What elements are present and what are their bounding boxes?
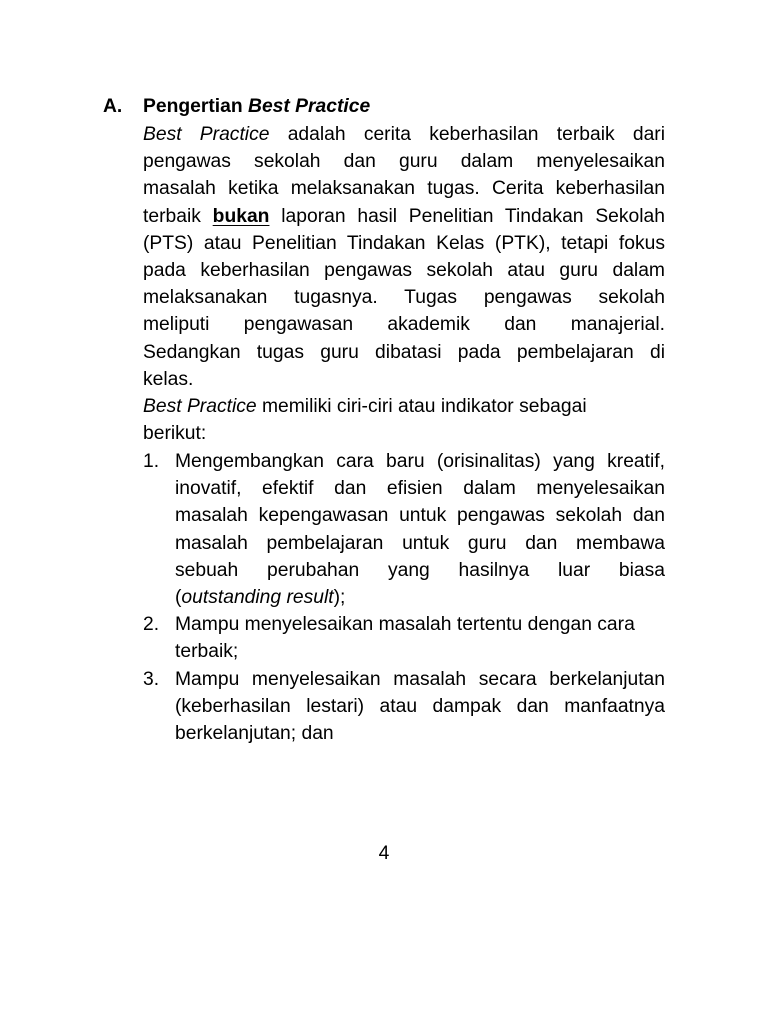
paragraph-characteristics-intro xyxy=(143,393,665,447)
emphasis-bukan: bukan xyxy=(212,205,270,227)
list-item xyxy=(175,448,665,611)
text-span: ( xyxy=(175,586,182,608)
text-line: meliputi pengawasan akademik dan manajerial. xyxy=(143,314,665,336)
text-line xyxy=(143,203,665,230)
section-letter: A. xyxy=(103,96,123,117)
text-line: Mampu menyelesaikan masalah tertentu dengan cara xyxy=(175,614,635,635)
section-heading-text: Pengertian xyxy=(143,96,249,117)
text-line: Mengembangkan cara baru (orisinalitas) yang kreatif, xyxy=(175,451,665,472)
list-item xyxy=(175,666,665,748)
text-line: pengawas sekolah dan guru dalam menyelesaikan xyxy=(143,151,665,173)
paragraph-definition xyxy=(143,121,665,393)
section-heading xyxy=(143,93,665,120)
page-number: 4 xyxy=(378,843,390,864)
text-line: masalah pembelajaran untuk guru dan membawa xyxy=(175,532,665,554)
term-italic: outstanding result xyxy=(181,586,334,608)
list-marker: 3. xyxy=(143,669,160,690)
text-line xyxy=(143,393,665,420)
list-item xyxy=(175,611,665,665)
text-line: sebuah perubahan yang hasilnya luar biasa xyxy=(175,559,665,581)
text-line: terbaik; xyxy=(175,641,239,663)
text-line: (PTS) atau Penelitian Tindakan Kelas (PTK), tetapi fokus xyxy=(143,232,665,254)
text-line: berkelanjutan; dan xyxy=(175,723,334,745)
list-marker: 2. xyxy=(143,614,160,635)
text-line: pada keberhasilan pengawas sekolah atau guru dalam xyxy=(143,259,665,281)
text-span: laporan hasil Penelitian Tindakan Sekolah xyxy=(269,205,665,227)
text-line: berikut: xyxy=(143,423,207,445)
text-line: Sedangkan tugas guru dibatasi pada pembelajaran di xyxy=(143,341,665,363)
section-heading-italic: Best Practice xyxy=(248,96,371,117)
text-line: masalah kepengawasan untuk pengawas sekolah dan xyxy=(175,505,665,527)
text-line: Mampu menyelesaikan masalah secara berkelanjutan xyxy=(175,669,665,690)
text-line xyxy=(175,584,665,611)
text-line xyxy=(143,121,665,148)
text-line: kelas. xyxy=(143,368,194,390)
text-span: adalah cerita keberhasilan terbaik dari xyxy=(269,124,665,145)
text-line: inovatif, efektif dan efisien dalam menyelesaikan xyxy=(175,478,665,500)
text-line: (keberhasilan lestari) atau dampak dan manfaatnya xyxy=(175,696,665,718)
text-span: ); xyxy=(333,586,346,608)
term-italic: Best Practice xyxy=(143,124,270,145)
text-line: melaksanakan tugasnya. Tugas pengawas sekolah xyxy=(143,287,665,309)
text-span: terbaik xyxy=(143,205,213,227)
list-marker: 1. xyxy=(143,451,160,472)
term-italic: Best Practice xyxy=(143,396,257,417)
text-span: memiliki ciri-ciri atau indikator sebagai xyxy=(256,396,587,417)
text-line: masalah ketika melaksanakan tugas. Cerita keberhasilan xyxy=(143,178,665,200)
